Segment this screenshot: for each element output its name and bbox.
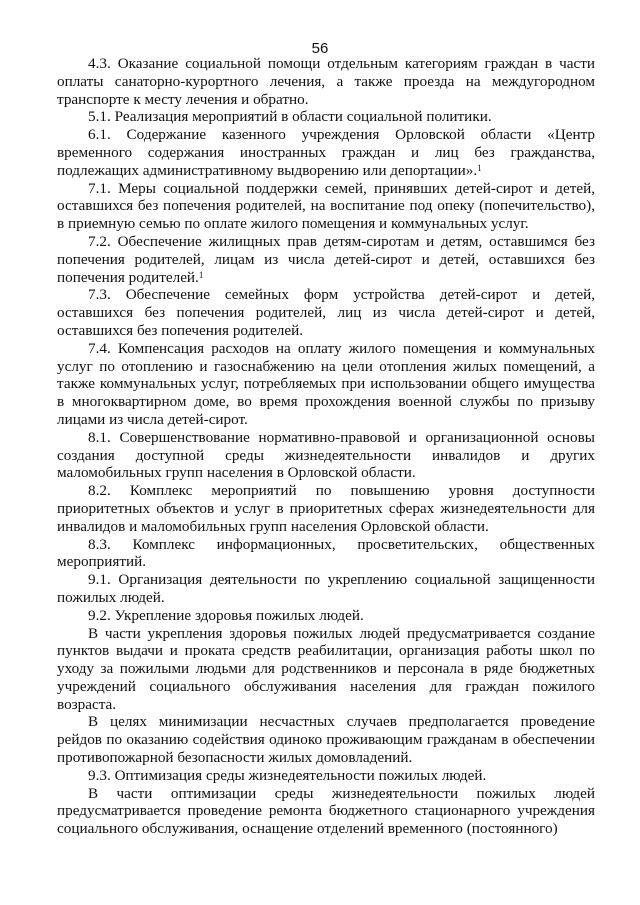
paragraph-7-4: 7.4. Компенсация расходов на оплату жилого помещения и коммунальных услуг по отоплению и газоснабжению на цели отопления жилых помещений, а также коммунальных услуг, потребляемых при использовании общего имущества в многоквартирном доме, во время прохождения военной службы по призыву лицами из числа детей-сирот. (57, 339, 595, 428)
paragraph-environment-details: В части оптимизации среды жизнедеятельности пожилых людей предусматривается проведение ремонта бюджетного стационарного учреждения социального обслуживания, оснащение отделений временного (постоянного) (57, 784, 595, 838)
paragraph-8-2: 8.2. Комплекс мероприятий по повышению уровня доступности приоритетных объектов и услуг в приоритетных сферах жизнедеятельности для инвалидов и маломобильных групп населения Орловской области. (57, 482, 595, 535)
paragraph-9-3: 9.3. Оптимизация среды жизнедеятельности пожилых людей. (88, 766, 487, 784)
paragraph-8-1: 8.1. Совершенствование нормативно-правовой и организационной основы создания доступной среды жизнедеятельности инвалидов и других маломобильных групп населения в Орловской области. (57, 428, 595, 482)
paragraph-health-details: В части укрепления здоровья пожилых людей предусматривается создание пунктов выдачи и проката средств реабилитации, организация работы школ по уходу за пожилыми людьми для родственников и персонала в ряде бюджетных учреждений социального обслуживания населения для граждан пожилого возраста. (57, 624, 595, 713)
paragraph-7-3: 7.3. Обеспечение семейных форм устройства детей-сирот и детей, оставшихся без попечения родителей, лиц из числа детей-сирот и детей, оставшихся без попечения родителей. (57, 286, 595, 339)
page-number: 56 (311, 40, 329, 57)
paragraph-7-2: 7.2. Обеспечение жилищных прав детям-сиротам и детям, оставшимся без попечения родителей, лицам из числа детей-сирот и детей, оставшихся без попечения родителей.$^1$ (57, 232, 595, 286)
paragraph-6-1: 6.1. Содержание казенного учреждения Орловской области «Центр временного содержания иностранных граждан и лиц без гражданства, подлежащих административному выдворению или депортации».$^1$ (57, 126, 595, 179)
body-text (57, 55, 595, 838)
paragraph-8-3: 8.3. Комплекс информационных, просветительских, общественных мероприятий. (57, 535, 595, 571)
paragraph-9-2: 9.2. Укрепление здоровья пожилых людей. (88, 606, 364, 624)
paragraph-5-1: 5.1. Реализация мероприятий в области социальной политики. (88, 108, 492, 126)
paragraph-7-1: 7.1. Меры социальной поддержки семей, принявших детей-сирот и детей, оставшихся без попечения родителей, на воспитание под опеку (попечительство), в приемную семью по оплате жилого помещения и коммунальных услуг. (57, 179, 595, 233)
footnote-marker: 1 (198, 269, 204, 280)
paragraph-4-3: 4.3. Оказание социальной помощи отдельным категориям граждан в части оплаты санаторно-курортного лечения, а также проезда на междугородном транспорте к месту лечения и обратно. (57, 55, 595, 108)
footnote-marker: 1 (477, 162, 482, 173)
paragraph-fire-safety: В целях минимизации несчастных случаев предполагается проведение рейдов по оказанию содействия одиноко проживающим гражданам в обеспечении противопожарной безопасности жилых домовладений. (57, 713, 595, 767)
paragraph-9-1: 9.1. Организация деятельности по укреплению социальной защищенности пожилых людей. (57, 571, 595, 606)
